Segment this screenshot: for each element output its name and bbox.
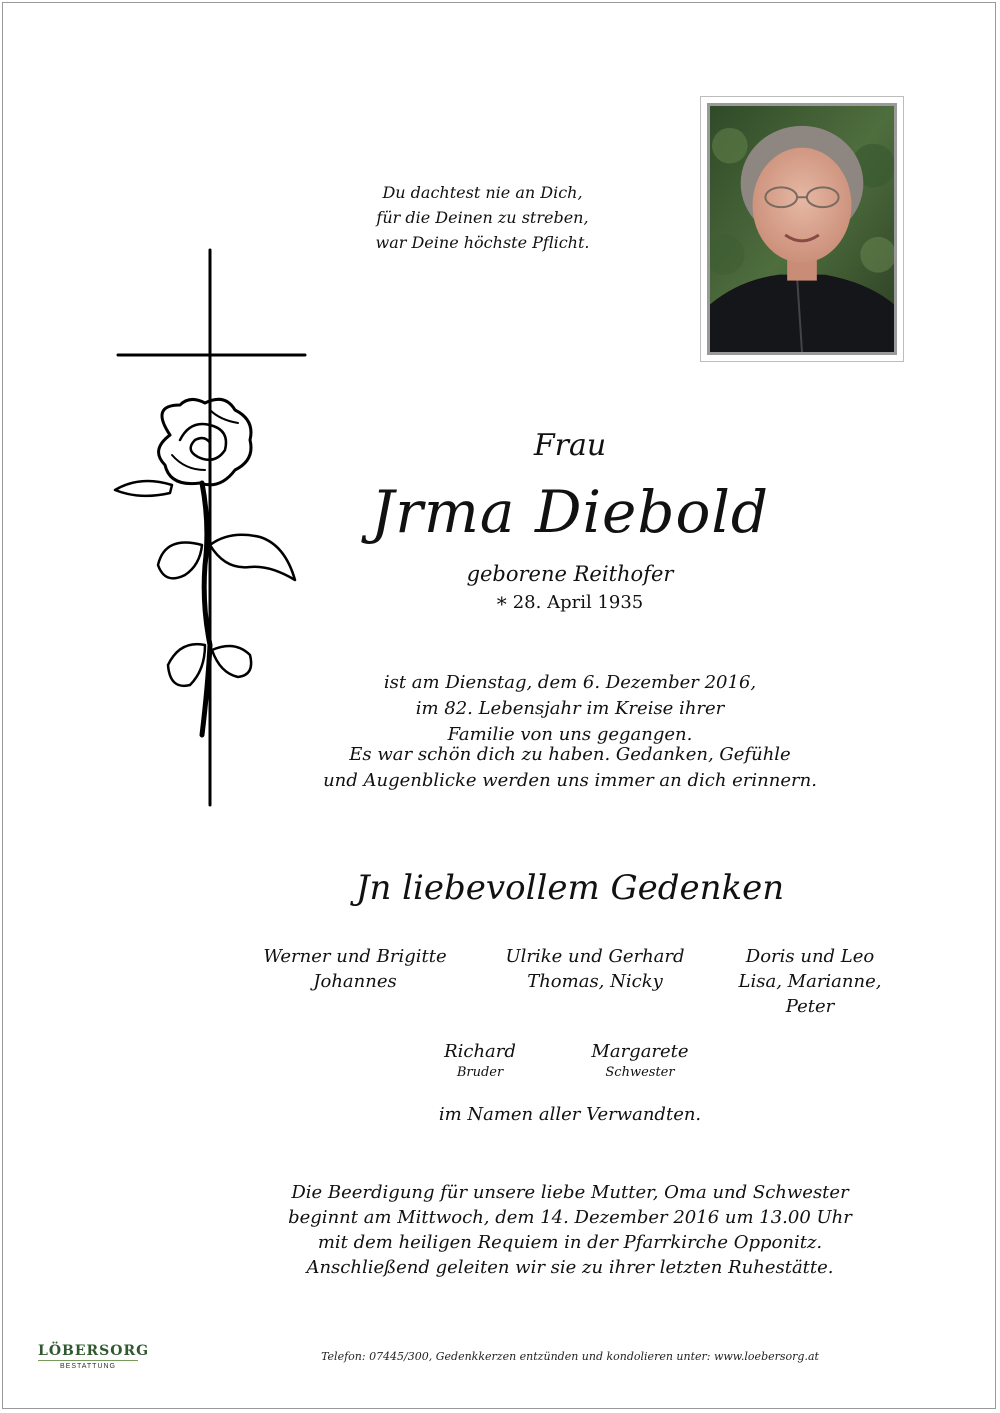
logo-brand: LÖBERSORG	[38, 1343, 150, 1359]
family-group	[490, 944, 700, 994]
funeral-line: beginnt am Mittwoch, dem 14. Dezember 2016 um 13.00 Uhr	[288, 1207, 852, 1228]
sibling-name: Margarete	[591, 1041, 689, 1062]
sibling	[570, 1040, 710, 1082]
funeral-line: Anschließend geleiten wir sie zu ihrer letzten Ruhestätte.	[306, 1257, 834, 1278]
birth-marker: *	[496, 592, 507, 616]
family-group	[250, 944, 460, 994]
birth-date-line	[270, 592, 870, 616]
company-logo	[38, 1343, 150, 1370]
sibling-name: Richard	[444, 1041, 516, 1062]
mourners-heading: Jn liebevollem Gedenken	[355, 868, 785, 908]
family-line: Werner und Brigitte	[263, 946, 447, 967]
logo-subtitle: BESTATTUNG	[59, 1363, 117, 1370]
birth-date: 28. April 1935	[512, 592, 644, 613]
memory-line: und Augenblicke werden uns immer an dich erinnern.	[323, 770, 817, 791]
sibling-relation: Bruder	[456, 1065, 504, 1080]
family-line: Doris und Leo	[745, 946, 875, 967]
family-line: Thomas, Nicky	[527, 971, 663, 992]
announcement-line: Familie von uns gegangen.	[447, 724, 693, 745]
death-announcement	[270, 670, 870, 748]
family-line: Johannes	[313, 971, 397, 992]
born-name: geborene Reithofer	[466, 562, 674, 586]
title-prefix: Frau	[533, 428, 607, 463]
announcement-line: ist am Dienstag, dem 6. Dezember 2016,	[383, 672, 757, 693]
portrait-photo	[700, 96, 904, 362]
sibling	[410, 1040, 550, 1082]
footer-contact: Telefon: 07445/300, Gedenkkerzen entzünden und kondolieren unter: www.loebersorg.at	[321, 1350, 819, 1363]
verse-line: war Deine höchste Pflicht.	[375, 233, 590, 252]
family-line: Lisa, Marianne,	[738, 971, 882, 992]
verse-line: für die Deinen zu streben,	[376, 208, 589, 227]
funeral-line: Die Beerdigung für unsere liebe Mutter, Oma und Schwester	[291, 1182, 849, 1203]
announcement-line: im 82. Lebensjahr im Kreise ihrer	[415, 698, 725, 719]
memory-message	[270, 742, 870, 794]
funeral-line: mit dem heiligen Requiem in der Pfarrkirche Opponitz.	[317, 1232, 823, 1253]
family-line: Peter	[785, 996, 835, 1017]
memory-line: Es war schön dich zu haben. Gedanken, Gefühle	[349, 744, 791, 765]
portrait-photo-icon	[710, 106, 894, 352]
sibling-relation: Schwester	[605, 1065, 675, 1080]
deceased-name: Jrma Diebold	[370, 478, 770, 546]
family-group	[705, 944, 915, 1019]
relatives-line: im Namen aller Verwandten.	[438, 1104, 702, 1125]
funeral-info	[270, 1180, 870, 1280]
family-line: Ulrike und Gerhard	[505, 946, 685, 967]
verse-line: Du dachtest nie an Dich,	[382, 183, 583, 202]
verse	[300, 180, 665, 255]
